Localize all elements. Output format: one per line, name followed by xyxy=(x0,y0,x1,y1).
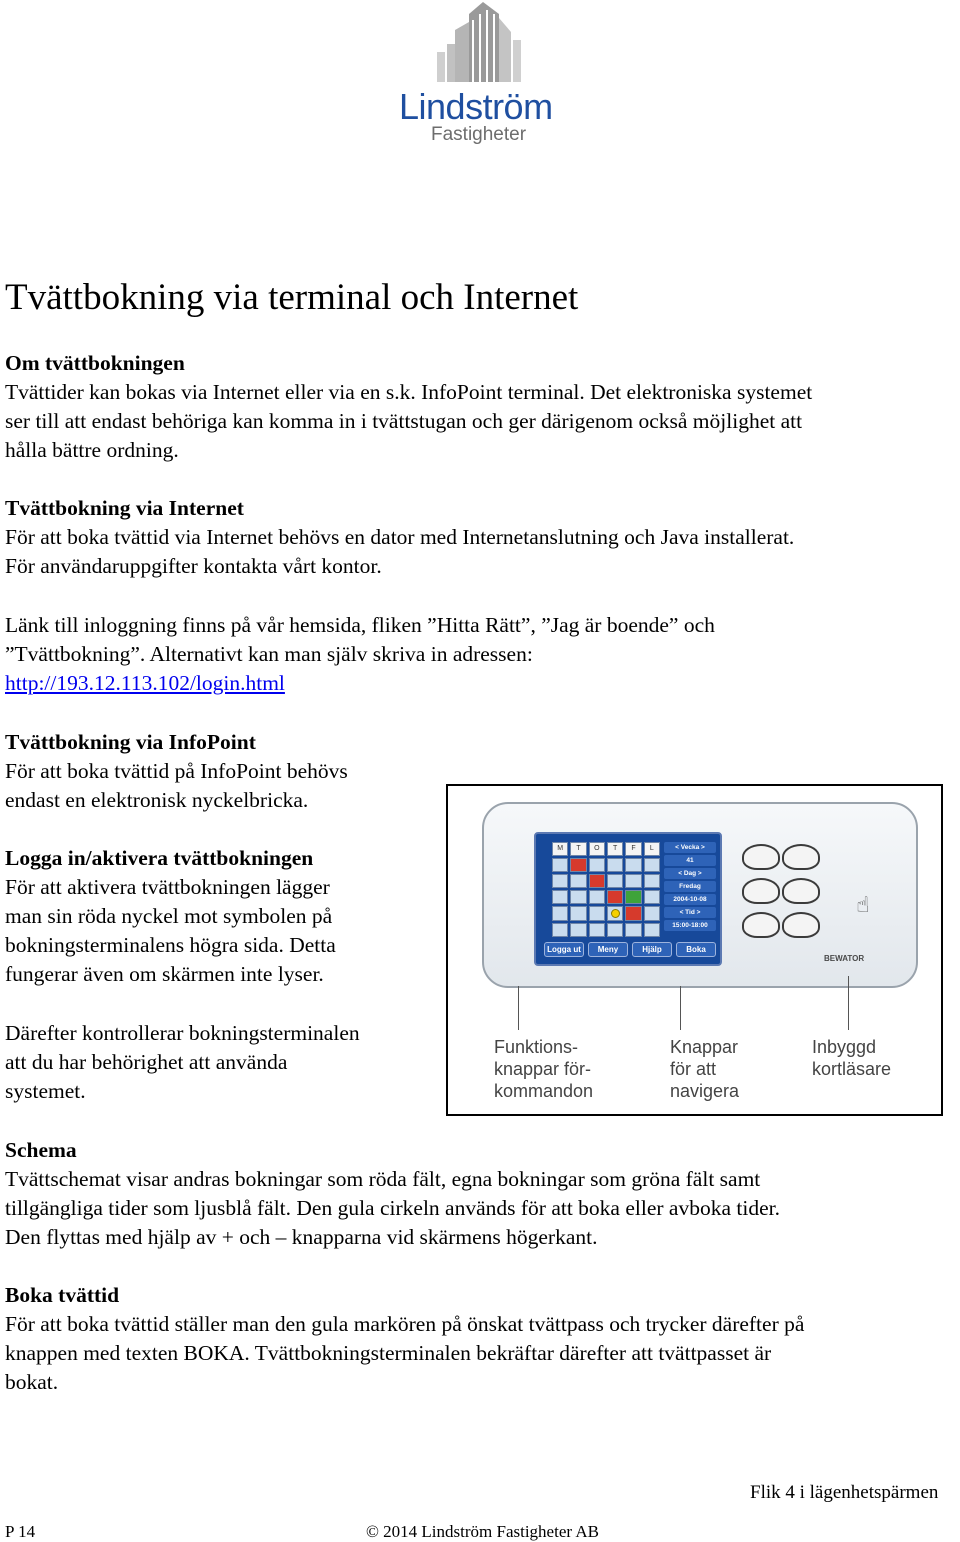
internet-link-line: ”Tvättbokning”. Alternativt kan man själv skriva in adressen: xyxy=(5,642,533,666)
time-value: 15:00-18:00 xyxy=(664,920,716,931)
about-heading: Om tvättbokningen xyxy=(5,351,185,375)
nav-left-button[interactable] xyxy=(742,844,780,870)
login-line: Därefter kontrollerar bokningsterminalen xyxy=(5,1021,360,1045)
card-reader-icon[interactable]: ☝ xyxy=(856,893,870,918)
slot-available xyxy=(644,923,660,937)
slot-booked-other xyxy=(625,906,641,921)
week-value: 41 xyxy=(664,855,716,866)
logo-subtitle: Fastigheter xyxy=(431,124,527,145)
terminal-figure xyxy=(446,784,943,1116)
date-value: 2004-10-08 xyxy=(664,894,716,905)
login-line: För att aktivera tvättbokningen lägger xyxy=(5,875,330,899)
day-header: F xyxy=(625,842,641,856)
slot-available xyxy=(589,923,605,937)
caption-nav-keys: Knappar för att navigera xyxy=(670,1037,740,1101)
help-button[interactable]: Hjälp xyxy=(632,942,672,957)
slot-available xyxy=(644,906,660,921)
slot-available xyxy=(552,923,568,937)
nav-left-button[interactable] xyxy=(742,912,780,938)
date-info-panel xyxy=(664,842,716,937)
slot-booked-other xyxy=(607,890,623,904)
day-header: T xyxy=(570,842,586,856)
pointer-line xyxy=(680,986,681,1030)
week-label: < Vecka > xyxy=(664,842,716,853)
login-line: att du har behörighet att använda xyxy=(5,1050,288,1074)
page-title: Tvättbokning via terminal och Internet xyxy=(5,277,579,318)
internet-line: För att boka tvättid via Internet behövs en dator med Internetanslutning och Java installerat. xyxy=(5,525,795,549)
book-line: bokat. xyxy=(5,1370,59,1394)
about-line: hålla bättre ordning. xyxy=(5,438,179,462)
slot-available xyxy=(570,906,586,921)
slot-available xyxy=(644,890,660,904)
slot-available xyxy=(589,890,605,904)
slot-booked-other xyxy=(589,874,605,888)
pointer-line xyxy=(518,986,519,1030)
slot-available xyxy=(644,874,660,888)
menu-button[interactable]: Meny xyxy=(588,942,628,957)
book-button[interactable]: Boka xyxy=(676,942,716,957)
book-line: För att boka tvättid ställer man den gula markören på önskat tvättpass och trycker därefter på xyxy=(5,1312,805,1336)
slot-available xyxy=(625,923,641,937)
infopoint-heading: Tvättbokning via InfoPoint xyxy=(5,730,256,754)
login-line: man sin röda nyckel mot symbolen på xyxy=(5,904,333,928)
day-header: O xyxy=(589,842,605,856)
slot-available xyxy=(589,906,605,921)
login-heading: Logga in/aktivera tvättbokningen xyxy=(5,846,314,870)
nav-left-button[interactable] xyxy=(742,878,780,904)
terminal-device xyxy=(482,802,918,988)
terminal-screen xyxy=(534,832,722,966)
caption-function-keys: Funktions- knappar för- kommandon xyxy=(494,1037,594,1101)
internet-heading: Tvättbokning via Internet xyxy=(5,496,244,520)
slot-available xyxy=(552,906,568,921)
pointer-line xyxy=(848,976,849,1030)
internet-line: För användaruppgifter kontakta vårt kontor. xyxy=(5,554,382,578)
slot-available xyxy=(607,858,623,872)
nav-right-button[interactable] xyxy=(782,844,820,870)
internet-link-line: Länk till inloggning finns på vår hemsida, fliken ”Hitta Rätt”, ”Jag är boende” och xyxy=(5,613,715,637)
slot-available xyxy=(552,858,568,872)
slot-available xyxy=(625,874,641,888)
slot-booked-other xyxy=(570,858,586,872)
schedule-grid xyxy=(552,842,660,937)
infopoint-line: endast en elektronisk nyckelbricka. xyxy=(5,788,309,812)
building-logo-icon xyxy=(395,0,565,90)
slot-available xyxy=(552,890,568,904)
brand-label: BEWATOR xyxy=(824,954,865,963)
slot-marker xyxy=(607,906,623,921)
nav-right-button[interactable] xyxy=(782,912,820,938)
logo-name: Lindström xyxy=(399,86,553,127)
slot-booked-own xyxy=(625,890,641,904)
schema-line: tillgängliga tider som ljusblå fält. Den gula cirkeln används för att boka eller avboka tider. xyxy=(5,1196,780,1220)
time-label: < Tid > xyxy=(664,907,716,918)
slot-available xyxy=(570,923,586,937)
login-url-link[interactable]: http://193.12.113.102/login.html xyxy=(5,671,285,695)
slot-available xyxy=(625,858,641,872)
slot-available xyxy=(552,874,568,888)
schema-heading: Schema xyxy=(5,1138,77,1162)
infopoint-line: För att boka tvättid på InfoPoint behövs xyxy=(5,759,348,783)
day-header: T xyxy=(607,842,623,856)
book-line: knappen med texten BOKA. Tvättbokningsterminalen bekräftar därefter att tvättpasset är xyxy=(5,1341,772,1365)
page-number: P 14 xyxy=(5,1522,36,1541)
nav-right-button[interactable] xyxy=(782,878,820,904)
day-label: < Dag > xyxy=(664,868,716,879)
logout-button[interactable]: Logga ut xyxy=(544,942,584,957)
about-line: Tvättider kan bokas via Internet eller via en s.k. InfoPoint terminal. Det elektroniska systemet xyxy=(5,380,813,404)
copyright: © 2014 Lindström Fastigheter AB xyxy=(366,1522,599,1541)
yellow-marker-icon xyxy=(611,909,620,918)
about-line: ser till att endast behöriga kan komma in i tvättstugan och ger därigenom också möjlighet att xyxy=(5,409,803,433)
login-line: fungerar även om skärmen inte lyser. xyxy=(5,962,324,986)
nav-button-group xyxy=(742,844,822,944)
slot-available xyxy=(570,874,586,888)
slot-available xyxy=(570,890,586,904)
login-line: bokningsterminalens högra sida. Detta xyxy=(5,933,336,957)
day-value: Fredag xyxy=(664,881,716,892)
slot-available xyxy=(607,923,623,937)
day-header: M xyxy=(552,842,568,856)
slot-available xyxy=(607,874,623,888)
book-heading: Boka tvättid xyxy=(5,1283,120,1307)
screen-button-row xyxy=(544,942,716,957)
caption-card-reader: Inbyggd kortläsare xyxy=(812,1037,892,1079)
slot-available xyxy=(644,858,660,872)
tab-reference: Flik 4 i lägenhetspärmen xyxy=(750,1482,939,1503)
day-header: L xyxy=(644,842,660,856)
slot-available xyxy=(589,858,605,872)
schema-line: Den flyttas med hjälp av + och – knapparna vid skärmens högerkant. xyxy=(5,1225,598,1249)
company-logo xyxy=(395,0,565,150)
login-line: systemet. xyxy=(5,1079,86,1103)
schema-line: Tvättschemat visar andras bokningar som röda fält, egna bokningar som gröna fält samt xyxy=(5,1167,761,1191)
